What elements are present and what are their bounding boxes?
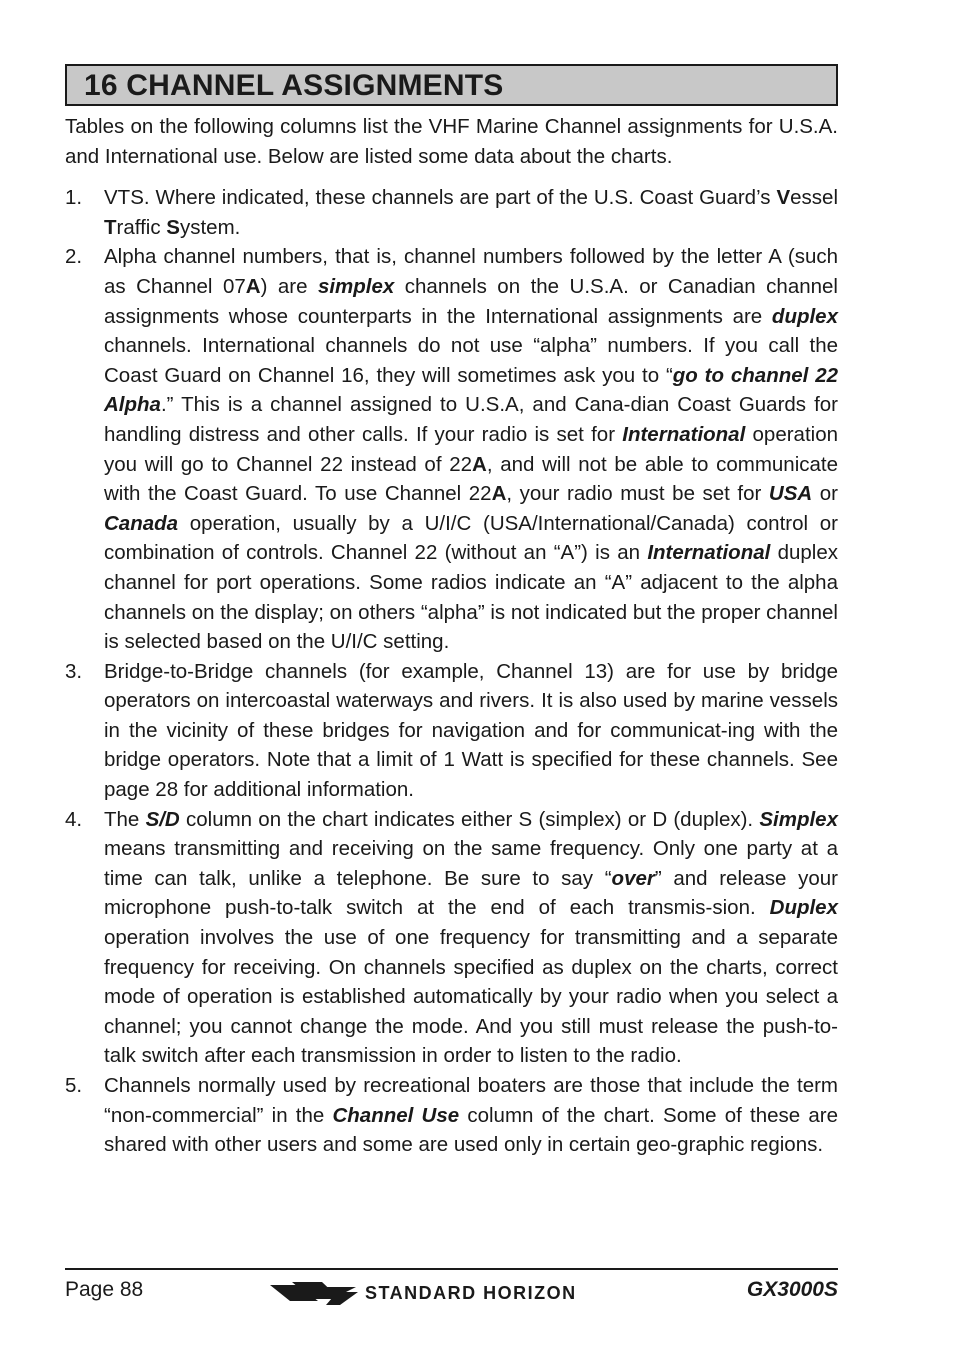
emphasis-text: International <box>647 541 771 565</box>
body-text: Alpha channel numbers, that is, channel numbers followed by the letter A (such as Channel 07 <box>104 245 838 298</box>
body-text: channels. International channels do not use “alpha” numbers. If you call the Coast Guard on Channel 16, they will sometimes ask you to “ <box>104 334 838 387</box>
body-text: The <box>104 807 146 831</box>
body-text: ” and release your microphone push-to-talk switch at the end of each transmis-sion. <box>104 866 839 920</box>
section-title-box <box>65 64 838 106</box>
body-text: raffic <box>116 215 167 239</box>
list-item <box>65 805 838 1071</box>
list-item-number: 4. <box>65 807 83 831</box>
emphasis-text: A <box>491 482 507 506</box>
emphasis-text: A <box>245 274 261 298</box>
emphasis-text: T <box>104 215 117 239</box>
main-content <box>65 112 838 1160</box>
body-text: channels on the U.S.A. or Canadian channel assignments whose counterparts in the International assignments are <box>104 274 838 328</box>
emphasis-text: go to channel 22 Alpha <box>104 363 839 417</box>
brand-name: STANDARD HORIZON <box>365 1283 577 1303</box>
body-text: , your radio must be set for <box>506 482 769 506</box>
body-text: operation involves the use of one frequency for transmitting and a separate frequency for receiving. On channels specified as duplex on the charts, correct mode of operation is established automatically by your radio when you select a channel; you cannot change the mode. And you still must release the push-to-talk switch after each transmission in order to listen to the radio. <box>104 926 838 1068</box>
body-text: essel <box>790 186 838 210</box>
body-text: Bridge-to-Bridge channels (for example, Channel 13) are for use by bridge operators on intercoastal waterways and rivers. It is also used by marine vessels in the vicinity of these bridges for navigation and for communicat-ing with the bridge operators. Note that a limit of 1 Watt is specified for these channels. See page 28 for additional information. <box>104 659 838 802</box>
body-text: .” This is a channel assigned to U.S.A, and Cana-dian Coast Guards for handling distress and other calls. If your radio is set for <box>104 393 838 446</box>
section-title: 16 CHANNEL ASSIGNMENTS <box>84 69 504 102</box>
emphasis-text: Canada <box>104 511 179 535</box>
emphasis-text: simplex <box>317 274 395 298</box>
body-text: Channels normally used by recreational boaters are those that include the term “non-commercial” in the <box>104 1074 838 1127</box>
list-item <box>65 1071 838 1160</box>
intro-paragraph: Tables on the following columns list the VHF Marine Channel assignments for U.S.A. and International use. Below are listed some data about the charts. <box>65 115 838 168</box>
body-text: column on the chart indicates either S (simplex) or D (duplex). <box>179 807 760 831</box>
body-text: ) are <box>260 274 318 298</box>
emphasis-text: V <box>776 186 791 210</box>
emphasis-text: A <box>472 452 487 476</box>
emphasis-text: USA <box>768 482 813 506</box>
footer-divider <box>65 1268 838 1270</box>
list-item <box>65 183 838 242</box>
emphasis-text: duplex <box>771 304 838 328</box>
model-name: GX3000S <box>746 1278 838 1301</box>
emphasis-text: Simplex <box>759 807 838 831</box>
page-number: Page 88 <box>65 1278 144 1301</box>
emphasis-text: International <box>622 422 746 446</box>
list-item <box>65 657 838 805</box>
body-text: or <box>812 482 839 506</box>
emphasis-text: over <box>611 866 655 890</box>
brand-logo <box>270 1278 635 1308</box>
body-text: duplex channel for port operations. Some radios indicate an “A” adjacent to the alpha channels on the display; on others “alpha” is not indicated but the proper channel is selected based on the U/I/C setting. <box>104 541 839 654</box>
body-text: VTS. Where indicated, these channels are part of the U.S. Coast Guard’s <box>104 186 777 210</box>
body-text: operation, usually by a U/I/C (USA/International/Canada) control or combination of controls. Channel 22 (without an “A”) is an <box>104 511 838 565</box>
emphasis-text: S/D <box>145 807 180 831</box>
emphasis-text: Duplex <box>769 896 838 920</box>
emphasis-text: Channel Use <box>332 1103 460 1127</box>
list-item-number: 3. <box>65 659 83 683</box>
emphasis-text: S <box>166 215 180 239</box>
list-item-number: 5. <box>65 1074 83 1097</box>
brand-logo-icon <box>270 1278 360 1308</box>
list-item <box>65 242 838 656</box>
body-text: means transmitting and receiving on the same frequency. Only one party at a time can talk, unlike a telephone. Be sure to say “ <box>104 837 838 890</box>
body-text: , and will not be able to communicate with the Coast Guard. To use Channel 22 <box>104 452 838 506</box>
body-text: operation you will go to Channel 22 instead of 22 <box>104 422 838 476</box>
body-text: ystem. <box>179 215 241 239</box>
list-item-number: 1. <box>65 186 83 210</box>
numbered-list <box>65 183 838 1160</box>
list-item-number: 2. <box>65 245 83 269</box>
body-text: column of the chart. Some of these are shared with other users and some are used only in certain geo-graphic regions. <box>104 1103 839 1157</box>
